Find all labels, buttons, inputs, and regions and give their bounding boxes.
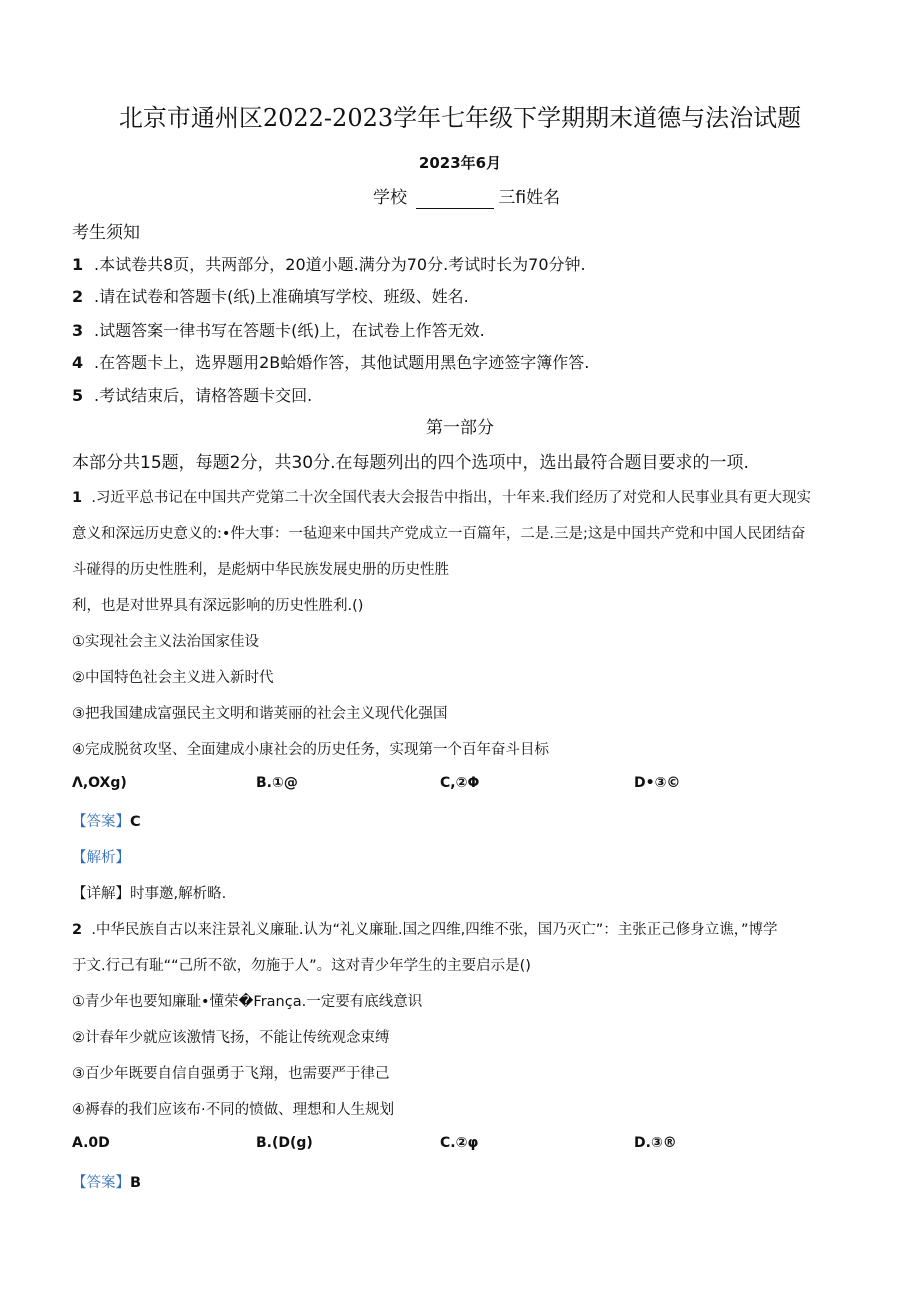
option-b: B.(D(g): [256, 1135, 313, 1151]
section-intro: 本部分共15题，每题2分，共30分.在每题列出的四个选项中，选出最符合题目要求的一项.: [72, 453, 749, 473]
notice-text: .本试卷共8页，共两部分，20道小题.满分为70分.考试时长为70分钟.: [94, 255, 586, 274]
option-c: C.②φ: [440, 1135, 479, 1151]
answer-tag: 【答案】: [72, 814, 130, 830]
statement: ③百少年既要自信自强勇于飞翔，也需要严于律己: [72, 1066, 390, 1082]
notice-num: 1: [72, 255, 84, 274]
notice-item: [72, 318, 485, 341]
question-line: 利，也是对世界具有深远影响的历史性胜利.(): [72, 598, 364, 614]
option-d: D.③®: [634, 1135, 677, 1151]
document-title: 北京市通州区2022-2023学年七年级下学期期末道德与法治试题: [118, 104, 802, 132]
statement: ②中国特色社会主义进入新时代: [72, 670, 274, 686]
question-line: 意义和深远历史意义的:•件大事：一毡迎来中国共产党成立一百篇年，二是.三是;这是中国共产党和中国人民团结奋: [72, 526, 806, 542]
notice-heading: 考生须知: [72, 223, 140, 243]
question-text: .中华民族自古以来注景礼义廉耻.认为“礼义廉耻.国之四维,四维不张，国乃灭亡”：主张正己修身立谯，”博学: [91, 922, 778, 938]
notice-item: [72, 284, 469, 307]
notice-text: .考试结束后，请格答题卡交回.: [94, 386, 313, 405]
detail-tag: 【详解】: [72, 886, 130, 902]
option-a: A.0D: [72, 1135, 110, 1151]
notice-item: [72, 252, 586, 275]
question-line: 斗碰得的历史性胜利，是彪炳中华民族发展史册的历史性胜: [72, 562, 449, 578]
notice-text: .请在试卷和答题卡(纸)上准确填写学校、班级、姓名.: [94, 287, 469, 306]
question-number: 1: [72, 490, 83, 506]
answer-line: [72, 1171, 141, 1192]
statement: ②计春年少就应该激情飞扬，不能让传统观念束缚: [72, 1030, 390, 1046]
notice-text: .试题答案一律书写在答题卡(纸)上，在试卷上作答无效.: [94, 321, 485, 340]
notice-num: 2: [72, 287, 84, 306]
statement: ①实现社会主义法治国家佳设: [72, 634, 259, 650]
question-line: [72, 918, 778, 939]
exam-date: 2023年6月: [418, 154, 502, 172]
notice-num: 5: [72, 386, 84, 405]
option-a: Λ,OXg): [72, 775, 127, 791]
question-text: .习近平总书记在中国共产党第二十次全国代表大会报告中指出，十年来.我们经历了对党和人民事业具有更大现实: [91, 490, 812, 506]
school-name-line: [373, 183, 560, 209]
question-number: 2: [72, 922, 83, 938]
question-line: 于文.行己有耻““己所不欲，勿施于人”。这对青少年学生的主要启示是(): [72, 958, 531, 974]
notice-text: .在答题卡上，选界题用2B蛤婚作答，其他试题用黑色字迹签字簿作答.: [94, 353, 590, 372]
notice-item: [72, 350, 589, 373]
school-blank: [416, 188, 494, 209]
statement: ③把我国建成富强民主文明和谐荚丽的社会主义现代化强国: [72, 706, 448, 722]
name-label: 三fi姓名: [498, 188, 561, 208]
analysis-line: [72, 846, 130, 867]
option-b: B.①@: [256, 775, 298, 791]
statement: ④完成脱贫攻坚、全面建成小康社会的历史任务，实现第一个百年奋斗目标: [72, 742, 549, 758]
question-line: [72, 486, 811, 507]
option-d: D•③©: [634, 775, 681, 791]
statement: ①青少年也要知廉耻•懂荣�França.一定要有底线意识: [72, 994, 423, 1010]
answer-value: B: [130, 1175, 142, 1191]
detail-line: [72, 882, 226, 903]
notice-num: 3: [72, 321, 84, 340]
answer-value: C: [130, 814, 141, 830]
notice-num: 4: [72, 353, 84, 372]
statement: ④褥春的我们应该布·不同的愤做、理想和人生规划: [72, 1102, 395, 1118]
option-c: C,②Φ: [440, 775, 480, 791]
answer-tag: 【答案】: [72, 1175, 130, 1191]
notice-item: [72, 383, 312, 406]
answer-line: [72, 810, 141, 831]
section-title: 第一部分: [426, 418, 494, 438]
analysis-tag: 【解析】: [72, 850, 130, 866]
school-label: 学校: [373, 188, 407, 208]
detail-text: 时事邀,解析略.: [130, 886, 227, 902]
